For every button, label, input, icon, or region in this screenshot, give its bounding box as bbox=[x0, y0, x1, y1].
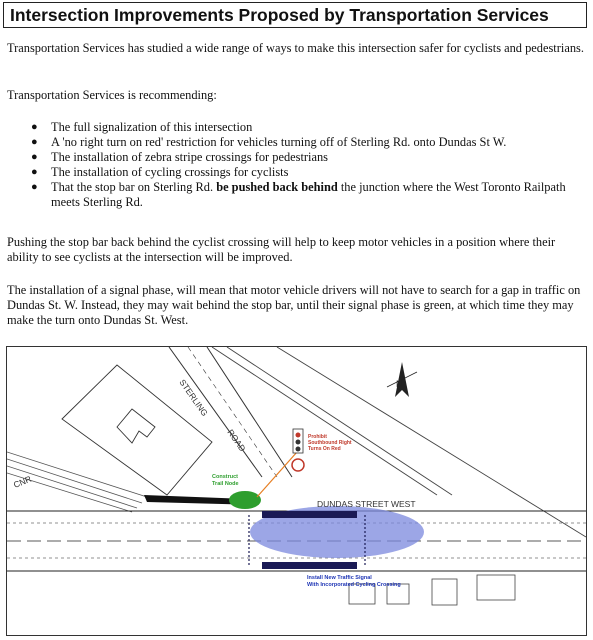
title-box bbox=[3, 2, 587, 28]
construct-node-label-2: Trail Node bbox=[212, 481, 239, 487]
intro-paragraph: Transportation Services has studied a wide range of ways to make this intersection safer for cyclists and pedestrians. bbox=[7, 41, 584, 55]
sterling-road bbox=[169, 347, 292, 477]
bullet-icon: ● bbox=[31, 151, 38, 163]
recommendation-text: A 'no right turn on red' restriction for vehicles turning off of Sterling Rd. onto Dundas St W. bbox=[51, 135, 507, 149]
intersection-map bbox=[7, 347, 586, 635]
recommendations-list bbox=[0, 120, 593, 210]
bullet-icon: ● bbox=[31, 136, 38, 148]
recommendation-text: The installation of zebra stripe crossings for pedestrians bbox=[51, 150, 328, 164]
prohibit-label-2: Southbound Right bbox=[308, 440, 352, 446]
street-label-sterling: STERLING bbox=[177, 377, 210, 418]
street-label-road: ROAD bbox=[225, 427, 248, 454]
list-item bbox=[0, 180, 591, 210]
recommendation-text: The installation of cycling crossings for cyclists bbox=[51, 165, 289, 179]
list-item bbox=[0, 165, 591, 180]
page-title: Intersection Improvements Proposed by Transportation Services bbox=[10, 5, 549, 25]
signal-phase-paragraph: The installation of a signal phase, will mean that motor vehicle drivers will not have to search for a gap in traffic on Dundas St. W. Instead, they may wait behind the stop bar, until their signal phase is green, at which time they may make the turn onto Dundas St. West. bbox=[7, 283, 581, 327]
north-arrow-icon bbox=[387, 362, 417, 397]
rail-label: CNR bbox=[12, 473, 33, 490]
list-item bbox=[0, 120, 591, 135]
list-item bbox=[0, 150, 591, 165]
recommendation-text-after: the junction where the West Toronto Railpath meets Sterling Rd. bbox=[51, 180, 566, 209]
list-item bbox=[0, 135, 591, 150]
recommending-paragraph: Transportation Services is recommending: bbox=[7, 88, 217, 102]
bullet-icon: ● bbox=[31, 166, 38, 178]
street-label-dundas: DUNDAS STREET WEST bbox=[317, 499, 416, 509]
signal-label-1: Install New Traffic Signal bbox=[307, 575, 372, 581]
intersection-diagram bbox=[6, 346, 587, 636]
annotation-arrow bbox=[257, 452, 297, 497]
trail-node-marker bbox=[229, 491, 261, 509]
svg-text:N: N bbox=[396, 379, 403, 389]
recommendation-text: The full signalization of this intersection bbox=[51, 120, 253, 134]
recommendation-text-bold: be pushed back behind bbox=[216, 180, 338, 194]
stop-bar-paragraph: Pushing the stop bar back behind the cyclist crossing will help to keep motor vehicles in a position where their ability to see cyclists at the intersection will be improved. bbox=[7, 235, 556, 264]
bullet-icon: ● bbox=[31, 181, 38, 193]
traffic-signal-icon bbox=[292, 429, 304, 471]
bullet-icon: ● bbox=[31, 121, 38, 133]
construct-node-label-1: Construct bbox=[212, 474, 238, 480]
building-outline bbox=[349, 575, 515, 605]
recommendation-text-before: That the stop bar on Sterling Rd. bbox=[51, 180, 217, 194]
signal-label-2: With Incorporated Cycling Crossing bbox=[307, 582, 401, 588]
prohibit-label-3: Turns On Red bbox=[308, 446, 341, 452]
prohibit-label-1: Prohibit bbox=[308, 434, 327, 440]
